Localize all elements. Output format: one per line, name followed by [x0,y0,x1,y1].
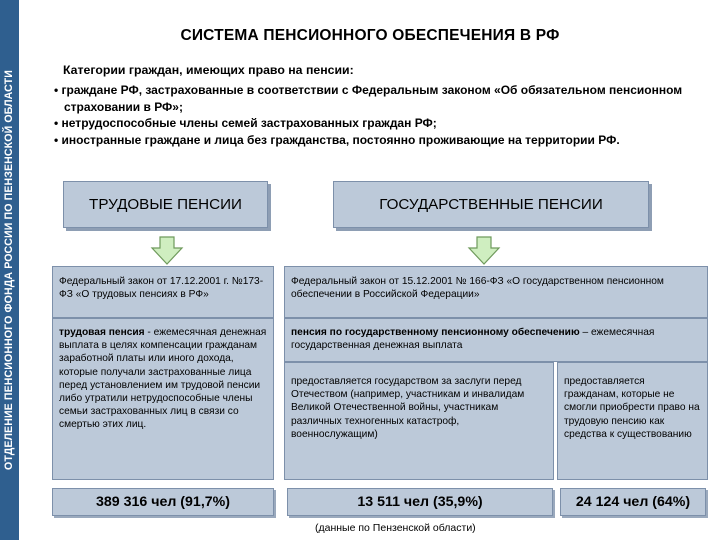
state-definition-term: пенсия по государственному пенсионному обеспечению [291,327,580,338]
labor-definition-term: трудовая пенсия [59,327,145,338]
down-arrow-icon [467,236,501,266]
labor-law-text: Федеральный закон от 17.12.2001 г. №173-ФЗ «О трудовых пенсиях в РФ» [59,276,264,301]
labor-law-box [52,266,274,318]
state-merit-text: предоставляется государством за заслуги перед Отечеством (например, участникам и инвалидам Великой Отечественной войны, участникам различных техногенных катастроф, военнослужащим) [291,376,525,440]
page-title: СИСТЕМА ПЕНСИОННОГО ОБЕСПЕЧЕНИЯ В РФ [180,27,560,44]
state-social-stat-value: 24 124 чел (64%) [575,494,691,510]
labor-stat-value: 389 316 чел (91,7%) [96,494,230,510]
labor-definition-box [52,318,274,480]
labor-stat-box [52,488,274,516]
categories-list [54,82,684,148]
categories-heading: Категории граждан, имеющих право на пенсии: [63,63,354,77]
labor-definition-text: - ежемесячная денежная выплата в целях компенсации гражданам заработной платы или иного дохода, которые получали застрахованные лица перед установлением им трудовой пенсии либо утратили нетрудоспособные члены семьи застрахованных лиц в связи со смертью этих лиц. [59,327,267,431]
state-definition-box [284,318,708,362]
category-item: • нетрудоспособные члены семей застрахованных граждан РФ; [54,115,684,132]
state-social-text: предоставляется гражданам, которые не смогли приобрести право на трудовую пенсию как средства к существованию [564,376,700,440]
state-definition-text: – ежемесячная государственная денежная выплата [291,327,655,352]
labor-pensions-header-label: ТРУДОВЫЕ ПЕНСИИ [89,196,242,213]
sidebar-organization-name: ОТДЕЛЕНИЕ ПЕНСИОННОГО ФОНДА РОССИИ ПО ПЕНЗЕНСКОЙ ОБЛАСТИ [3,70,15,470]
category-item: • иностранные граждане и лица без гражданства, постоянно проживающие на территории РФ. [54,132,684,149]
state-law-box [284,266,708,318]
down-arrow-icon [150,236,184,266]
state-merit-stat-box [287,488,553,516]
state-pensions-header [333,181,649,228]
labor-pensions-header [63,181,268,228]
footnote: (данные по Пензенской области) [315,522,476,534]
state-pensions-header-label: ГОСУДАРСТВЕННЫЕ ПЕНСИИ [379,196,603,213]
category-item: • граждане РФ, застрахованные в соответствии с Федеральным законом «Об обязательном пенсионном страховании в РФ»; [54,82,684,115]
state-merit-stat-value: 13 511 чел (35,9%) [357,494,483,510]
state-social-box [557,362,708,480]
sidebar [0,0,19,540]
state-merit-box [284,362,554,480]
state-social-stat-box [560,488,706,516]
state-law-text: Федеральный закон от 15.12.2001 № 166-ФЗ «О государственном пенсионном обеспечении в Российской Федерации» [291,276,664,301]
